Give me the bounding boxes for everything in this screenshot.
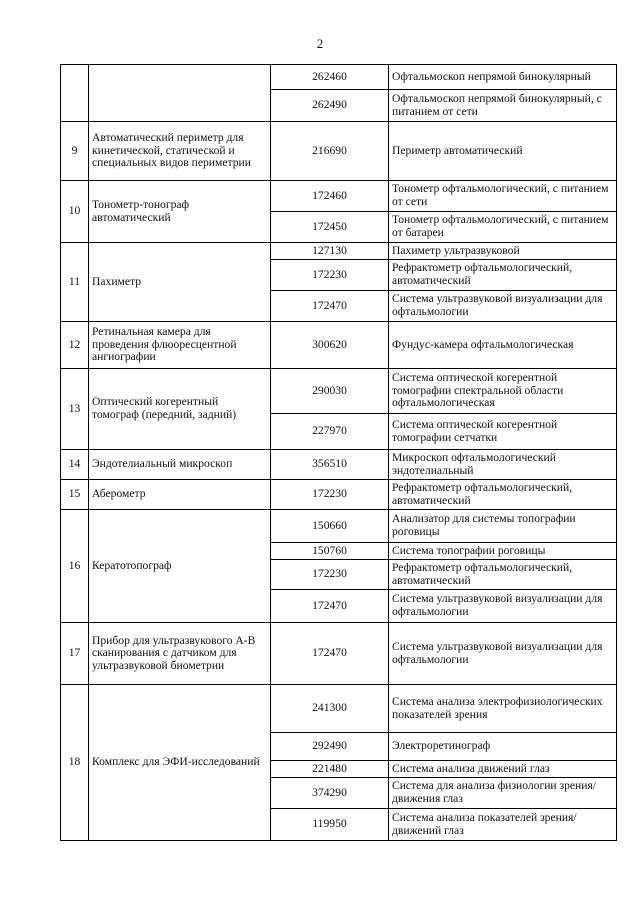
device-name: Тонометр-тонограф автоматический [89,181,271,243]
device-code: 119950 [271,809,389,841]
device-code: 150660 [271,510,389,543]
device-code: 221480 [271,761,389,778]
table-row [61,322,617,369]
row-number: 12 [61,322,89,369]
table-row [61,510,617,543]
page-number: 2 [316,36,324,51]
device-description: Система ультразвуковой визуализации для офтальмологии [389,590,617,623]
device-name: Ретинальная камера для проведения флюоресцентной ангиографии [89,322,271,369]
device-description: Фундус-камера офтальмологическая [389,322,617,369]
device-description: Система анализа электрофизиологических показателей зрения [389,685,617,733]
device-description: Тонометр офтальмологический, с питанием от сети [389,181,617,212]
row-number [61,65,89,122]
table-row [61,450,617,480]
table-row [61,65,617,90]
device-description: Система для анализа физиологии зрения/движения глаз [389,778,617,809]
device-code: 262490 [271,90,389,122]
device-name: Прибор для ультразвукового А-В сканирования с датчиком для ультразвуковой биометрии [89,623,271,685]
device-description: Система анализа движений глаз [389,761,617,778]
row-number: 15 [61,480,89,510]
device-code: 150760 [271,543,389,560]
device-description: Периметр автоматический [389,122,617,181]
table-row [61,122,617,181]
row-number: 18 [61,685,89,841]
row-number: 16 [61,510,89,623]
device-code: 292490 [271,733,389,761]
device-name: Автоматический периметр для кинетической, статической и специальных видов периметрии [89,122,271,181]
device-code: 241300 [271,685,389,733]
device-code: 262460 [271,65,389,90]
device-code: 227970 [271,414,389,450]
device-code: 300620 [271,322,389,369]
device-code: 216690 [271,122,389,181]
device-code: 172230 [271,480,389,510]
device-description: Тонометр офтальмологический, с питанием от батареи [389,212,617,243]
row-number: 13 [61,369,89,450]
device-description: Микроскоп офтальмологический эндотелиальный [389,450,617,480]
device-description: Система анализа показателей зрения/движений глаз [389,809,617,841]
device-description: Анализатор для системы топографии роговицы [389,510,617,543]
device-name: Кератотопограф [89,510,271,623]
device-name: Оптический когерентный томограф (передний, задний) [89,369,271,450]
device-description: Рефрактометр офтальмологический, автоматический [389,560,617,590]
device-code: 127130 [271,243,389,260]
table-row [61,685,617,733]
device-description: Рефрактометр офтальмологический, автоматический [389,260,617,291]
device-code: 172230 [271,260,389,291]
equipment-table [60,64,617,841]
device-description: Система оптической когерентной томографии спектральной области офтальмологическая [389,369,617,414]
device-description: Система оптической когерентной томографии сетчатки [389,414,617,450]
device-code: 172470 [271,291,389,322]
device-description: Электроретинограф [389,733,617,761]
device-code: 374290 [271,778,389,809]
device-code: 172450 [271,212,389,243]
row-number: 17 [61,623,89,685]
row-number: 9 [61,122,89,181]
table-body [61,65,617,841]
row-number: 11 [61,243,89,322]
row-number: 14 [61,450,89,480]
device-description: Система топографии роговицы [389,543,617,560]
device-code: 172470 [271,590,389,623]
table-row [61,623,617,685]
device-code: 172230 [271,560,389,590]
device-name: Эндотелиальный микроскоп [89,450,271,480]
device-name [89,65,271,122]
table-row [61,181,617,212]
device-code: 290030 [271,369,389,414]
device-description: Рефрактометр офтальмологический, автоматический [389,480,617,510]
device-code: 172460 [271,181,389,212]
device-description: Система ультразвуковой визуализации для офтальмологии [389,623,617,685]
device-description: Пахиметр ультразвуковой [389,243,617,260]
device-description: Офтальмоскоп непрямой бинокулярный [389,65,617,90]
table-row [61,369,617,414]
device-code: 356510 [271,450,389,480]
device-code: 172470 [271,623,389,685]
row-number: 10 [61,181,89,243]
table-row [61,243,617,260]
table-row [61,480,617,510]
device-description: Система ультразвуковой визуализации для офтальмологии [389,291,617,322]
device-name: Пахиметр [89,243,271,322]
device-name: Аберометр [89,480,271,510]
device-description: Офтальмоскоп непрямой бинокулярный, с питанием от сети [389,90,617,122]
device-name: Комплекс для ЭФИ-исследований [89,685,271,841]
